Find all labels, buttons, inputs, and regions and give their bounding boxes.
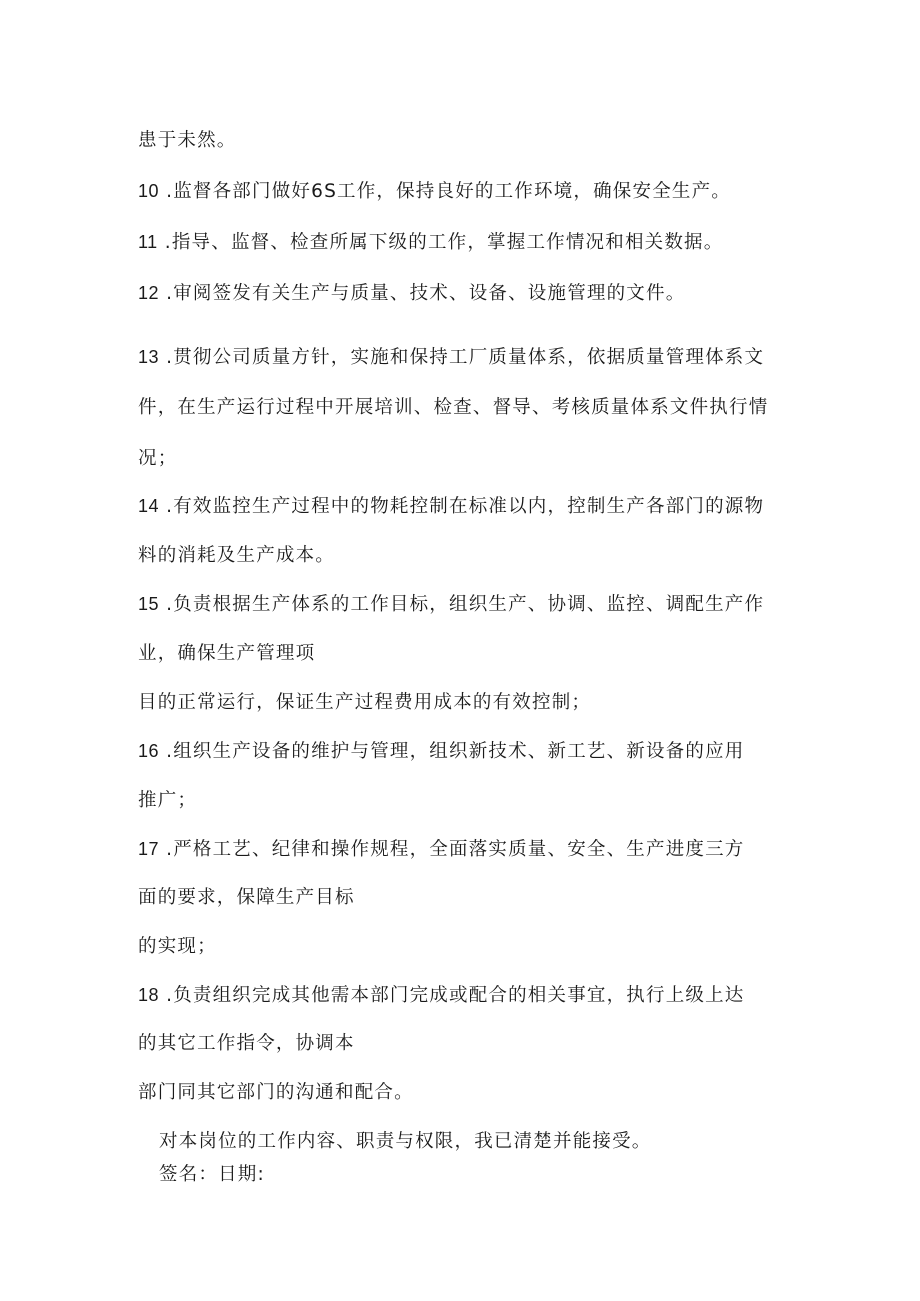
list-item-15: [138, 592, 764, 617]
line-text: .负责根据生产体系的工作目标，组织生产、协调、监控、调配生产作: [159, 594, 765, 615]
text-line: [138, 543, 335, 568]
line-text: 的其它工作指令，协调本: [138, 1033, 355, 1054]
line-text: 的实现；: [138, 936, 217, 957]
text-line: [138, 128, 237, 153]
line-text: 料的消耗及生产成本。: [138, 545, 336, 566]
line-text: .审阅签发有关生产与质量、技术、设备、设施管理的文件。: [159, 283, 686, 304]
item-number: 17: [138, 839, 160, 859]
line-text: 推广；: [138, 790, 198, 811]
list-item-13: [138, 345, 764, 370]
item-number: 14: [138, 496, 160, 516]
list-item-16: [138, 739, 745, 764]
line-text: .负责组织完成其他需本部门完成或配合的相关事宜，执行上级上达: [159, 985, 745, 1006]
item-number: 15: [138, 594, 160, 614]
line-text: .指导、监督、检查所属下级的工作，掌握工作情况和相关数据。: [157, 232, 724, 253]
acknowledgement-statement: 对本岗位的工作内容、职责与权限，我已清楚并能接受。: [159, 1131, 652, 1152]
text-line: [138, 788, 197, 813]
list-item-18: [138, 983, 745, 1008]
item-number: 16: [138, 741, 160, 761]
text-line: [138, 1031, 355, 1056]
text-line: [138, 395, 768, 420]
line-text: 件，在生产运行过程中开展培训、检查、督导、考核质量体系文件执行情: [138, 397, 769, 418]
item-number: 12: [138, 283, 160, 303]
signature-date-line: 签名：日期:: [159, 1164, 265, 1185]
list-item-14: [138, 494, 764, 519]
line-text: .有效监控生产过程中的物耗控制在标准以内，控制生产各部门的源物: [159, 496, 765, 517]
item-number: 13: [138, 347, 160, 367]
text-line: [138, 690, 591, 715]
line-text: .严格工艺、纪律和操作规程，全面落实质量、安全、生产进度三方: [159, 839, 745, 860]
line-text: 目的正常运行，保证生产过程费用成本的有效控制；: [138, 692, 592, 713]
line-text: .组织生产设备的维护与管理，组织新技术、新工艺、新设备的应用: [159, 741, 745, 762]
line-text: 况；: [138, 448, 178, 469]
line-text: 面的要求，保障生产目标: [138, 887, 355, 908]
item-number: 11: [138, 232, 158, 252]
item-number: 10: [138, 181, 160, 201]
list-item-17: [138, 837, 745, 862]
line-text: .监督各部门做好6S工作，保持良好的工作环境，确保安全生产。: [159, 181, 732, 202]
line-text: .贯彻公司质量方针，实施和保持工厂质量体系，依据质量管理体系文: [159, 347, 765, 368]
text-line: [138, 1080, 414, 1105]
text-line: [138, 885, 355, 910]
item-number: 18: [138, 985, 160, 1005]
line-text: 患于未然。: [138, 130, 237, 151]
line-text: 部门同其它部门的沟通和配合。: [138, 1082, 414, 1103]
list-item-12: [138, 281, 685, 306]
list-item-10: [138, 179, 731, 204]
text-line: [138, 446, 177, 471]
text-line: [138, 934, 217, 959]
line-text: 业，确保生产管理项: [138, 643, 316, 664]
text-line: [138, 641, 315, 666]
list-item-11: [138, 230, 723, 255]
